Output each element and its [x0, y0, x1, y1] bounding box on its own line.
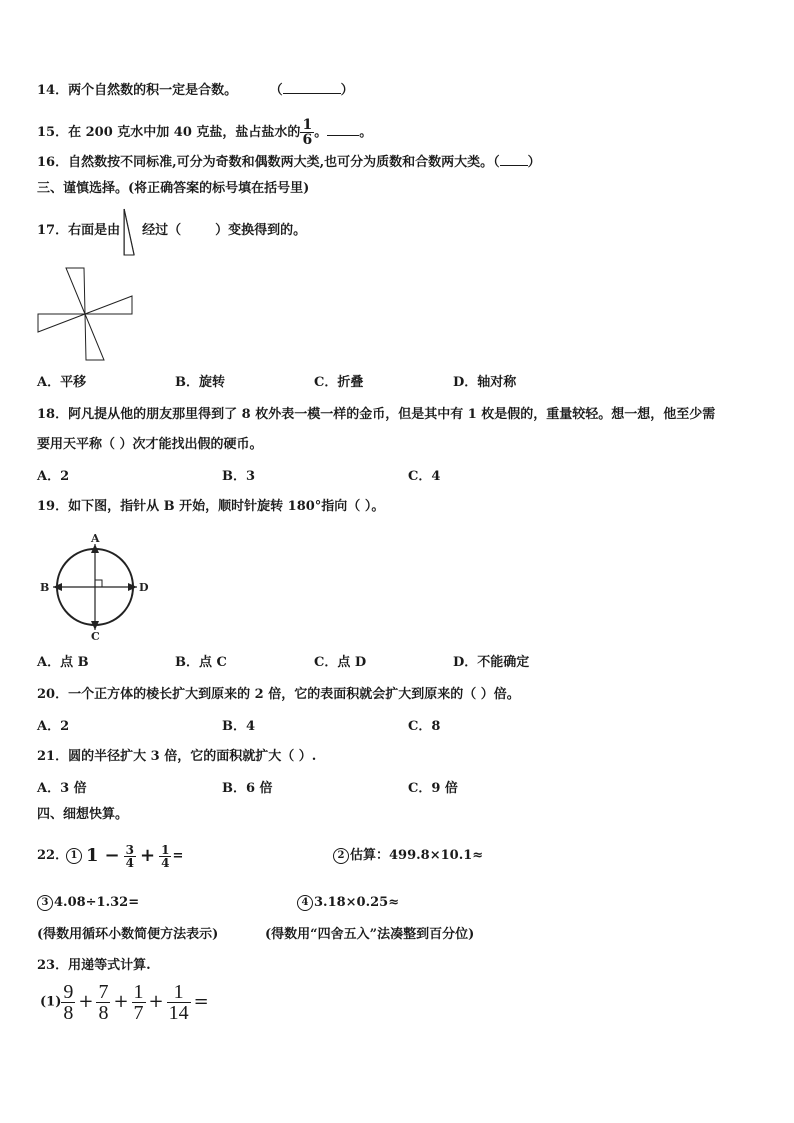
fraction: $\frac{1}{6}$	[302, 117, 313, 148]
answer-blank[interactable]	[283, 93, 341, 94]
answer-blank[interactable]	[327, 135, 359, 136]
question-23: 23．用递等式计算.	[37, 958, 151, 973]
question-21: 21．圆的半径扩大 3 倍，它的面积就扩大（ ）.	[37, 749, 317, 764]
question-16: 16．自然数按不同标准,可分为奇数和偶数两大类,也可分为质数和合数两大类。（ ）	[37, 155, 541, 170]
q23-part1-expression: (1) $\frac{9}{8}$ + $\frac{7}{8}$ + $\frac{1}{7}$ + $\frac{1}{14}$ =	[40, 980, 209, 1024]
small-triangle-figure	[122, 208, 136, 256]
q22-note2: (得数用“四舍五入”法凑整到百分位)	[265, 927, 475, 942]
pinwheel-figure	[36, 266, 136, 364]
question-18: 18．阿凡提从他的朋友那里得到了 8 枚外表一模一样的金币，但是其中有 1 枚是假的，重量较轻。想一想，他至少需	[37, 407, 716, 422]
fraction: $\frac{9}{8}$	[63, 980, 74, 1024]
q22-part1: 1 1 − $\frac{3}{4}$ + $\frac{1}{4}$ =	[66, 838, 183, 875]
label-d: D	[139, 581, 149, 594]
fraction: $\frac{3}{4}$	[125, 842, 134, 870]
q21-option-a[interactable]: A．3 倍	[37, 781, 87, 796]
q21-option-c[interactable]: C．9 倍	[408, 781, 458, 796]
q22-note1: (得数用循环小数简便方法表示)	[37, 927, 219, 942]
q17-option-a[interactable]: A．平移	[37, 375, 87, 390]
section-heading-3: 三、谨慎选择。(将正确答案的标号填在括号里)	[37, 181, 310, 196]
compass-dial-figure	[38, 530, 150, 642]
q20-option-c[interactable]: C．8	[408, 719, 441, 734]
q19-option-d[interactable]: D．不能确定	[453, 655, 530, 670]
q22-part4: 4 3.18×0.25≈	[297, 894, 399, 912]
q19-option-b[interactable]: B．点 C	[175, 655, 227, 670]
question-17: 17．右面是由 经过（ ）变换得到的。	[37, 223, 307, 238]
q18-option-a[interactable]: A．2	[37, 469, 70, 484]
question-18-line2: 要用天平称（ ）次才能找出假的硬币。	[37, 437, 263, 452]
q18-option-c[interactable]: C．4	[408, 469, 441, 484]
fraction: $\frac{1}{4}$	[161, 842, 170, 870]
label-b: B	[40, 581, 50, 594]
section-heading-4: 四、细想快算。	[37, 807, 129, 822]
q21-option-b[interactable]: B．6 倍	[222, 781, 273, 796]
q20-option-a[interactable]: A．2	[37, 719, 70, 734]
q18-option-b[interactable]: B．3	[222, 469, 256, 484]
answer-blank[interactable]	[500, 165, 528, 166]
question-19: 19．如下图，指针从 B 开始，顺时针旋转 180°指向（ ）。	[37, 499, 385, 514]
q17-option-d[interactable]: D．轴对称	[453, 375, 517, 390]
question-15: 15．在 200 克水中加 40 克盐，盐占盐水的 $\frac{1}{6}$ 。 。	[37, 117, 373, 148]
question-22-number: 22．	[37, 848, 69, 863]
q19-option-c[interactable]: C．点 D	[314, 655, 367, 670]
q22-part3: 3 4.08÷1.32=	[37, 894, 139, 912]
fraction: $\frac{7}{8}$	[98, 980, 109, 1024]
q22-part2: 2 估算：499.8×10.1≈	[333, 847, 483, 865]
question-14: 14．两个自然数的积一定是合数。 （ ）	[37, 83, 354, 98]
q17-option-b[interactable]: B．旋转	[175, 375, 225, 390]
label-c: C	[91, 630, 100, 643]
fraction: $\frac{1}{7}$	[133, 980, 144, 1024]
fraction: $\frac{1}{14}$	[168, 980, 189, 1024]
q20-option-b[interactable]: B．4	[222, 719, 256, 734]
question-20: 20．一个正方体的棱长扩大到原来的 2 倍，它的表面积就会扩大到原来的（ ）倍。	[37, 687, 520, 702]
q17-option-c[interactable]: C．折叠	[314, 375, 364, 390]
q19-option-a[interactable]: A．点 B	[37, 655, 89, 670]
label-a: A	[91, 532, 100, 545]
